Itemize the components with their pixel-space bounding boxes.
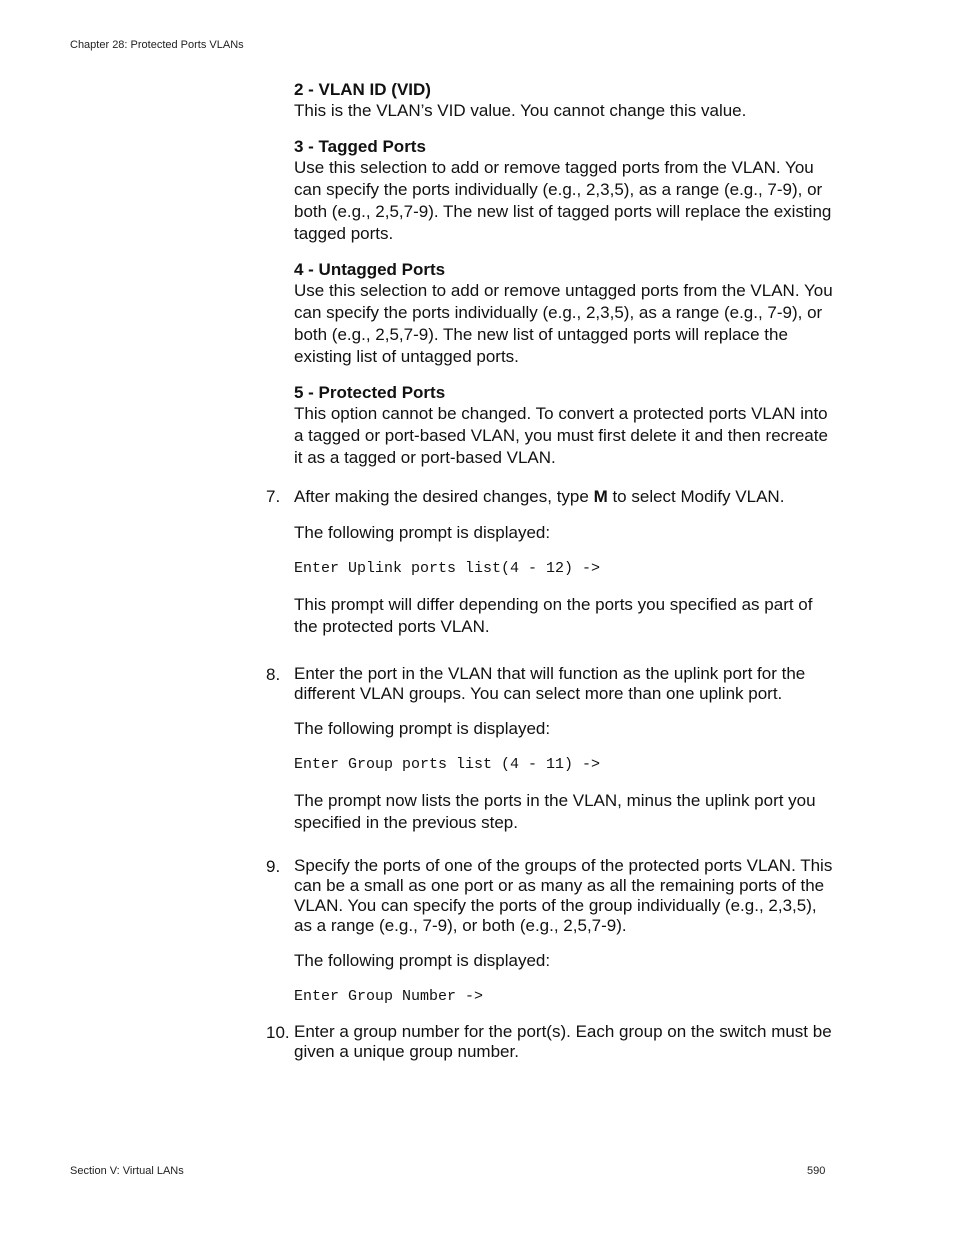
- section-vlan-id: [294, 80, 834, 122]
- step-number: 8.: [266, 665, 281, 684]
- step-10: [266, 1022, 834, 1062]
- step-number: 10.: [266, 1023, 290, 1042]
- step-text: Enter a group number for the port(s). Each group on the switch must be given a unique group number.: [294, 1022, 832, 1061]
- step-text: Specify the ports of one of the groups of the protected ports VLAN. This can be a small as one port or as many as all the remaining ports of the VLAN. You can specify the ports of the group individually (e.g., 2,3,5), as a range (e.g., 7-9), or both (e.g., 2,5,7-9).: [294, 856, 833, 935]
- prompt-intro: The following prompt is displayed:: [294, 951, 551, 970]
- section-body: This option cannot be changed. To convert a protected ports VLAN into a tagged or port-based VLAN, you must first delete it and then recreate it as a tagged or port-based VLAN.: [294, 404, 828, 467]
- section-body: Use this selection to add or remove tagged ports from the VLAN. You can specify the ports individually (e.g., 2,3,5), as a range (e.g., 7-9), or both (e.g., 2,5,7-9). The new list of tagged ports will replace the existing tagged ports.: [294, 158, 832, 243]
- section-body: Use this selection to add or remove untagged ports from the VLAN. You can specify the ports individually (e.g., 2,3,5), as a range (e.g., 7-9), or both (e.g., 2,5,7-9). The new list of untagged ports will replace the existing list of untagged ports.: [294, 281, 833, 366]
- step-text: [294, 486, 834, 508]
- code-prompt: Enter Group ports list (4 - 11) ->: [294, 756, 601, 773]
- step-text-post: to select Modify VLAN.: [607, 487, 785, 506]
- step-number: 7.: [266, 487, 281, 506]
- page-number: 590: [807, 1165, 826, 1177]
- step-number: 9.: [266, 857, 281, 876]
- step-7: [266, 486, 834, 638]
- step-9: [266, 856, 834, 1008]
- step-text-pre: After making the desired changes, type: [294, 487, 594, 506]
- section-title: 3 - Tagged Ports: [294, 137, 426, 156]
- step-8: [266, 664, 834, 834]
- code-prompt: Enter Group Number ->: [294, 988, 484, 1005]
- section-body: This is the VLAN’s VID value. You cannot change this value.: [294, 101, 747, 120]
- section-title: 4 - Untagged Ports: [294, 260, 446, 279]
- page-content: [266, 80, 834, 1062]
- step-note: The prompt now lists the ports in the VLAN, minus the uplink port you specified in the previous step.: [294, 791, 816, 832]
- section-protected-ports: [294, 383, 834, 469]
- section-untagged-ports: [294, 260, 834, 368]
- section-title: 5 - Protected Ports: [294, 383, 446, 402]
- section-tagged-ports: [294, 137, 834, 245]
- running-footer-section: Section V: Virtual LANs: [70, 1165, 184, 1177]
- code-prompt: Enter Uplink ports list(4 - 12) ->: [294, 560, 601, 577]
- modify-key: M: [593, 487, 608, 506]
- section-title: 2 - VLAN ID (VID): [294, 80, 431, 99]
- running-header: Chapter 28: Protected Ports VLANs: [70, 39, 244, 51]
- prompt-intro: The following prompt is displayed:: [294, 523, 551, 542]
- step-note: This prompt will differ depending on the ports you specified as part of the protected ports VLAN.: [294, 595, 813, 636]
- prompt-intro: The following prompt is displayed:: [294, 719, 551, 738]
- step-text: Enter the port in the VLAN that will function as the uplink port for the different VLAN groups. You can select more than one uplink port.: [294, 664, 806, 703]
